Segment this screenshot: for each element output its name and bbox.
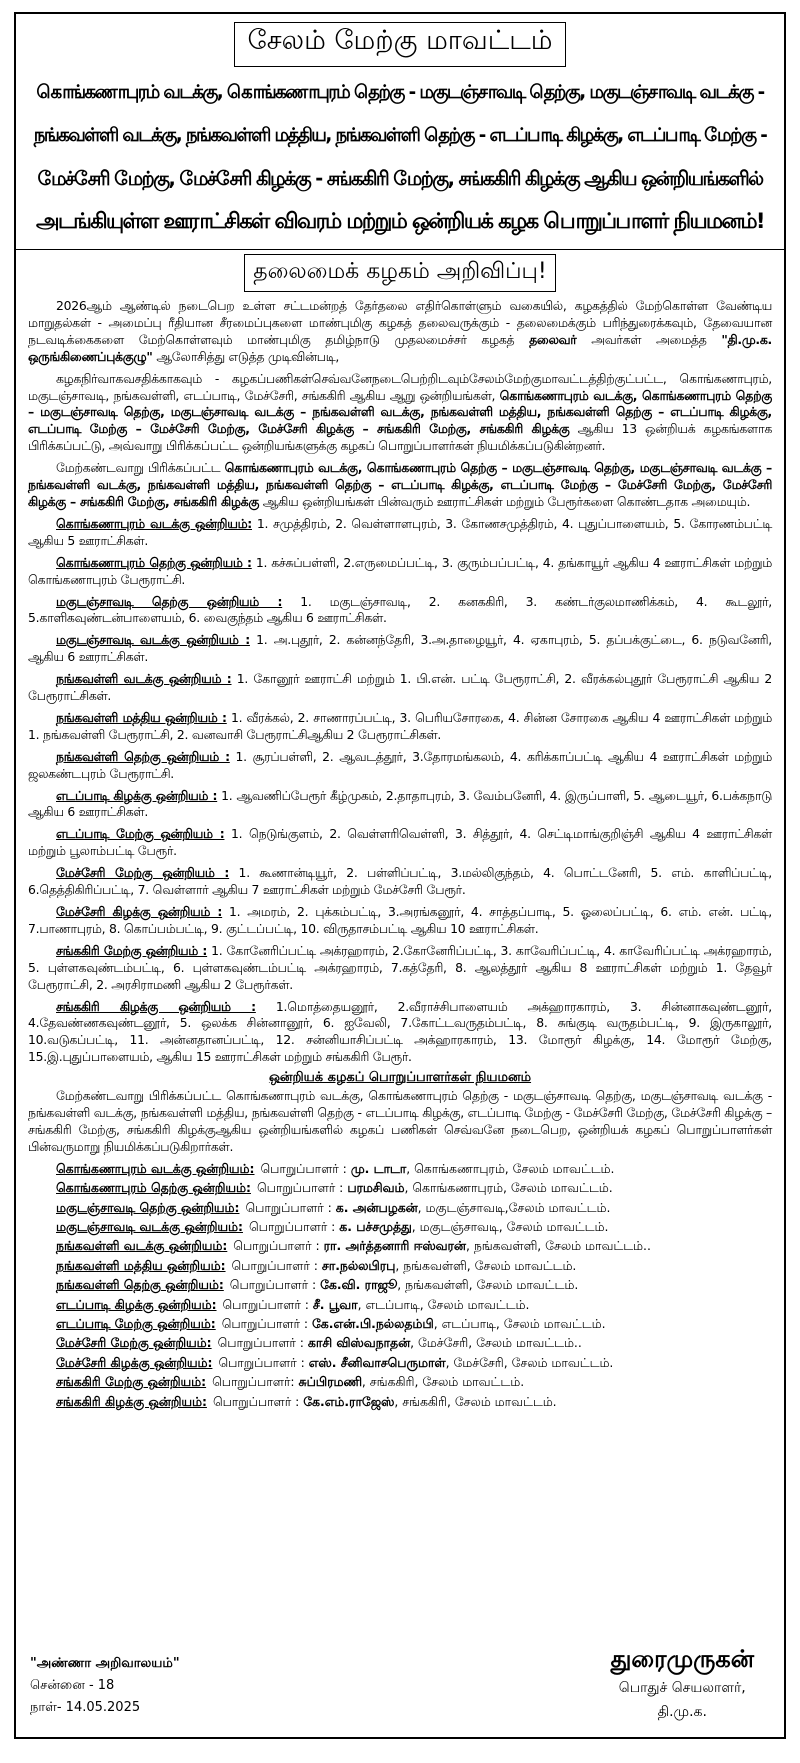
- appointee-place: , சங்ககிரி, சேலம் மாவட்டம்.: [361, 1374, 525, 1390]
- appointment-role: பொறுப்பாளர் :: [256, 1180, 348, 1196]
- appointee-name: மு. டாடா: [350, 1160, 407, 1176]
- party-name: தி.மு.க.: [657, 1704, 707, 1720]
- union-entry: [28, 826, 772, 860]
- union-villages: 1. கூணான்டியூர், 2. பள்ளிப்பட்டி, 3.மல்லிகுந்தம், 4. பொட்டனேரி, 5. எம். காளிப்பட்டி, 6.தெத்திகிரிப்பட்டி, 7. வெள்ளார் ஆகிய 7 ஊராட்சிகள் மற்றும் மேச்சேரி பேரூர்.: [28, 865, 772, 898]
- appointee-name: எஸ். சீனிவாசபெருமாள்: [308, 1354, 446, 1370]
- appointment-union: மேச்சேரி மேற்கு ஒன்றியம்:: [56, 1335, 212, 1351]
- intro-paragraph: [28, 298, 772, 366]
- appointment-row: [28, 1217, 772, 1236]
- appointment-row: [28, 1295, 772, 1314]
- union-label: நங்கவள்ளி தெற்கு ஒன்றியம் :: [56, 748, 230, 764]
- appointment-row: [28, 1353, 772, 1372]
- appointment-role: பொறுப்பாளர் :: [245, 1199, 336, 1215]
- appointment-row: [28, 1392, 772, 1411]
- composition-unions: கொங்கணாபுரம் வடக்கு, கொங்கணாபுரம் தெற்கு – மகுடஞ்சாவடி தெற்கு, மகுடஞ்சாவடி வடக்கு – நங்கவள்ளி வடக்கு, நங்கவள்ளி மத்திய, நங்கவள்ளி தெற்கு – எடப்பாடி கிழக்கு, எடப்பாடி மேற்கு – மேச்சேரி மேற்கு, மேச்சேரி கிழக்கு – சங்ககிரி மேற்கு, சங்ககிரி கிழக்கு: [28, 460, 772, 509]
- union-entry: [28, 671, 772, 705]
- union-entry: [28, 749, 772, 783]
- union-entry: [28, 516, 772, 550]
- appointment-role: பொறுப்பாளர் :: [222, 1296, 313, 1312]
- appointment-role: பொறுப்பாளர் :: [231, 1257, 322, 1273]
- appointment-union: கொங்கணாபுரம் வடக்கு ஒன்றியம்:: [56, 1160, 255, 1176]
- union-label: மகுடஞ்சாவடி தெற்கு ஒன்றியம் :: [56, 593, 283, 609]
- appointment-union: நங்கவள்ளி வடக்கு ஒன்றியம்:: [56, 1238, 228, 1254]
- appointee-name: சுப்பிரமணி: [298, 1374, 362, 1390]
- signatory-name: துரைமுருகன்: [610, 1645, 754, 1673]
- appointment-role: பொறுப்பாளர்:: [212, 1374, 299, 1390]
- appointment-union: மேச்சேரி கிழக்கு ஒன்றியம்:: [56, 1354, 213, 1370]
- union-villages: 1. சமுத்திரம், 2. வெள்ளாளபுரம், 3. கோணசமுத்திரம், 4. புதுப்பாளையம், 5. கோரணம்பட்டி ஆகிய 5 ஊராட்சிகள்.: [28, 515, 772, 548]
- appointee-name: சீ. பூவா: [312, 1296, 358, 1312]
- division-text: ஆகிய 13 ஒன்றியக் கழகங்களாக பிரிக்கப்பட்டு, அவ்வாறு பிரிக்கப்பட்ட ஒன்றியங்களுக்கு கழகப் பொறுப்பாளர்கள் நியமிக்கப்படுகின்றனர்.: [28, 421, 772, 454]
- date: நாள்- 14.05.2025: [30, 1700, 141, 1715]
- division-paragraph: [28, 371, 772, 456]
- appointee-place: , நங்கவள்ளி, சேலம் மாவட்டம்.: [397, 1277, 579, 1293]
- headline-line: நங்கவள்ளி வடக்கு, நங்கவள்ளி மத்திய, நங்கவள்ளி தெற்கு - எடப்பாடி கிழக்கு, எடப்பாடி மேற்கு -: [33, 125, 767, 146]
- footer-address: [30, 1653, 180, 1719]
- union-label: கொங்கணாபுரம் வடக்கு ஒன்றியம்:: [56, 515, 252, 531]
- union-entry: [28, 555, 772, 589]
- appointee-place: , சங்ககிரி, சேலம் மாவட்டம்.: [394, 1393, 557, 1409]
- appointee-name: கே.வி. ராஜூ: [320, 1277, 398, 1293]
- appointee-place: , மேச்சேரி, சேலம் மாவட்டம்.: [445, 1354, 614, 1370]
- appointee-place: , எடப்பாடி, சேலம் மாவட்டம்.: [357, 1296, 530, 1312]
- appointee-name: காசி விஸ்வநாதன்: [307, 1335, 411, 1351]
- appointment-row: [28, 1275, 772, 1294]
- intro-bold: தலைவர்: [529, 331, 577, 347]
- appointee-name: சா.நல்லபிரபு: [321, 1257, 396, 1273]
- appointee-name: கே.என்.பி.நல்லதம்பி: [312, 1316, 434, 1332]
- composition-paragraph: [28, 460, 772, 511]
- intro-text: அவர்கள் அமைத்த: [576, 331, 722, 347]
- committee-name: "தி.மு.க. ஒருங்கிணைப்புக்குழு": [28, 331, 772, 364]
- union-label: மகுடஞ்சாவடி வடக்கு ஒன்றியம் :: [56, 632, 250, 648]
- headline-line: கொங்கணாபுரம் வடக்கு, கொங்கணாபுரம் தெற்கு - மகுடஞ்சாவடி தெற்கு, மகுடஞ்சாவடி வடக்கு -: [36, 82, 764, 103]
- divider: [16, 249, 784, 250]
- appointment-role: பொறுப்பாளர் :: [221, 1316, 313, 1332]
- appointee-name: ரா. அர்த்தனாரி ஈஸ்வரன்: [323, 1238, 466, 1254]
- union-entry: [28, 999, 772, 1067]
- appointee-place: , மகுடஞ்சாவடி,சேலம் மாவட்டம்.: [417, 1199, 611, 1215]
- headline: [28, 71, 772, 243]
- appointment-role: பொறுப்பாளர் :: [218, 1354, 309, 1370]
- office-name: "அண்ணா அறிவாலயம்": [30, 1656, 180, 1671]
- appointment-row: [28, 1159, 772, 1178]
- appointment-role: பொறுப்பாளர் :: [212, 1393, 304, 1409]
- division-unions: கொங்கணாபுரம் வடக்கு, கொங்கணாபுரம் தெற்கு – மகுடஞ்சாவடி தெற்கு, மகுடஞ்சாவடி வடக்கு – நங்கவள்ளி வடக்கு, நங்கவள்ளி மத்திய, நங்கவள்ளி தெற்கு – எடப்பாடி கிழக்கு, எடப்பாடி மேற்கு – மேச்சேரி மேற்கு, மேச்சேரி கிழக்கு – சங்ககிரி மேற்கு, சங்ககிரி கிழக்கு: [28, 387, 772, 437]
- appointee-name: க. அன்பழகன்: [335, 1199, 418, 1215]
- appointment-row: [28, 1198, 772, 1217]
- notice-title: தலைமைக் கழகம் அறிவிப்பு!: [244, 254, 556, 292]
- union-villages: 1. கோனூர் ஊராட்சி மற்றும் 1. பி.என். பட்டி பேரூராட்சி, 2. வீரக்கல்புதூர் பேரூராட்சி ஆகிய 2 பேரூராட்சிகள்.: [28, 671, 772, 704]
- union-label: நங்கவள்ளி வடக்கு ஒன்றியம் :: [56, 671, 232, 687]
- union-villages: 1. மகுடஞ்சாவடி, 2. கனககிரி, 3. கண்டர்குலமாணிக்கம், 4. கூடலூர், 5.காளிகவுண்டன்பாளையம், 6. வைகுந்தம் ஆகிய 6 ஊராட்சிகள்.: [28, 593, 772, 626]
- union-label: கொங்கணாபுரம் தெற்கு ஒன்றியம் :: [56, 554, 252, 570]
- footer: [28, 1641, 772, 1731]
- appointee-name: கே.எம்.ராஜேஸ்: [303, 1393, 395, 1409]
- union-villages: 1. கோனேரிப்பட்டி அக்ரஹாரம், 2.கோனேரிப்பட்டி, 3. காவேரிப்பட்டி, 4. காவேரிப்பட்டி அக்ரஹாரம், 5. புள்ளகவுண்டம்பட்டி, 6. புள்ளகவுண்டம்பட்டி அக்ரஹாரம், 7.கத்தேரி, 8. ஆலத்தூர் ஆகிய 8 ஊராட்சிகள் மற்றும் 1. தேவூர் பேரூராட்சி, 2. அரசிராமணி ஆகிய 2 பேரூர்கள்.: [28, 942, 772, 992]
- appointee-name: க. பச்சமுத்து: [339, 1219, 412, 1234]
- appointment-role: பொறுப்பாளர் :: [233, 1238, 324, 1254]
- appointment-union: எடப்பாடி கிழக்கு ஒன்றியம்:: [56, 1296, 217, 1312]
- appointment-union: மகுடஞ்சாவடி வடக்கு ஒன்றியம்:: [56, 1219, 243, 1234]
- appointment-row: [28, 1236, 772, 1255]
- designation: பொதுச் செயலாளர்,: [618, 1680, 746, 1696]
- union-villages: 1. ஆவணிப்பேரூர் கீழ்முகம், 2.தாதாபுரம், 3. வேம்பனேரி, 4. இருப்பாளி, 5. ஆடையூர், 6.பக்கநாடு ஆகிய 6 ஊராட்சிகள்.: [28, 787, 772, 820]
- union-entry: [28, 594, 772, 628]
- headline-line: மேச்சேரி மேற்கு, மேச்சேரி கிழக்கு - சங்ககிரி மேற்கு, சங்ககிரி கிழக்கு ஆகிய ஒன்றியங்களில்: [37, 167, 763, 190]
- union-label: நங்கவள்ளி மத்திய ஒன்றியம் :: [56, 709, 227, 725]
- appointment-row: [28, 1333, 772, 1352]
- union-label: சங்ககிரி மேற்கு ஒன்றியம் :: [56, 942, 208, 958]
- appointee-place: , கொங்கணாபுரம், சேலம் மாவட்டம்.: [406, 1160, 615, 1176]
- union-label: மேச்சேரி கிழக்கு ஒன்றியம் :: [56, 904, 223, 919]
- appointment-role: பொறுப்பாளர் :: [217, 1335, 308, 1351]
- district-title: சேலம் மேற்கு மாவட்டம்: [234, 22, 566, 67]
- appointee-place: , மேச்சேரி, சேலம் மாவட்டம்..: [410, 1335, 582, 1351]
- appointee-place: , நங்கவள்ளி, சேலம் மாவட்டம்.: [395, 1257, 577, 1273]
- union-villages: 1. கச்சுப்பள்ளி, 2.எருமைப்பட்டி, 3. குரும்பப்பட்டி, 4. தங்காயூர் ஆகிய 4 ஊராட்சிகள் மற்றும் கொங்கணாபுரம் பேரூராட்சி.: [28, 554, 772, 587]
- appointment-union: சங்ககிரி கிழக்கு ஒன்றியம்:: [56, 1393, 207, 1409]
- union-entry: [28, 788, 772, 822]
- notice-page: [14, 12, 786, 1739]
- appointee-place: , எடப்பாடி, சேலம் மாவட்டம்.: [433, 1316, 606, 1332]
- union-villages: 1. நெடுங்குளம், 2. வெள்ளரிவெள்ளி, 3. சித்தூர், 4. செட்டிமாங்குறிஞ்சி ஆகிய 4 ஊராட்சிகள் மற்றும் பூலாம்பட்டி பேரூர்.: [28, 826, 772, 859]
- composition-text: மேற்கண்டவாறு பிரிக்கப்பட்ட: [56, 460, 225, 476]
- union-entry: [28, 632, 772, 666]
- appointment-role: பொறுப்பாளர் :: [260, 1160, 351, 1176]
- appointment-row: [28, 1372, 772, 1391]
- appointment-paragraph: மேற்கண்டவாறு பிரிக்கப்பட்ட கொங்கணாபுரம் வடக்கு, கொங்கணாபுரம் தெற்கு - மகுடஞ்சாவடி தெற்கு, மகுடஞ்சாவடி வடக்கு - நங்கவள்ளி வடக்கு, நங்கவள்ளி மத்திய, நங்கவள்ளி தெற்கு - எடப்பாடி கிழக்கு, எடப்பாடி மேற்கு - மேச்சேரி மேற்கு, மேச்சேரி கிழக்கு – சங்ககிரி மேற்கு, சங்ககிரி கிழக்குஆகிய ஒன்றியங்களில் கழகப் பணிகள் செவ்வனே நடைபெற, ஒன்றியக் கழகப் பொறுப்பாளர்கள் பின்வருமாறு நியமிக்கப்படுகிறார்கள்.: [28, 1088, 772, 1154]
- union-villages: 1. அ.புதூர், 2. கன்னந்தேரி, 3.அ.தாழையூர், 4. ஏகாபுரம், 5. தப்பக்குட்டை, 6. நடுவனேரி, ஆகிய 6 ஊராட்சிகள்.: [28, 632, 772, 665]
- union-villages: 1.மொத்தையனூர், 2.வீராச்சிபாளையம் அக்ஹாரகாரம், 3. சின்னாகவுண்டனூர், 4.தேவண்ணகவுண்டனூர், 5. ஒலக்க சின்னானூர், 6. ஐவேலி, 7.கோட்டவருதம்பட்டி, 8. சுங்குடி வருதம்பட்டி, 9. இருகாலூர், 10.வடுகப்பட்டி, 11. அன்னதானப்பட்டி, 12. சன்னியாசிப்பட்டி அக்ஹாரகாரம், 13. மோரூர் கிழக்கு, 14. மோரூர் மேற்கு, 15.இ.புதுப்பாளையம், ஆகிய 15 ஊராட்சிகள் மற்றும் சங்ககிரி பேரூர்.: [28, 998, 772, 1065]
- appointment-list: [28, 1159, 772, 1411]
- city: சென்னை - 18: [30, 1678, 115, 1693]
- union-list: [28, 516, 772, 1066]
- union-label: மேச்சேரி மேற்கு ஒன்றியம் :: [56, 865, 230, 881]
- union-entry: [28, 943, 772, 994]
- appointment-row: [28, 1178, 772, 1197]
- appointee-place: , நங்கவள்ளி, சேலம் மாவட்டம்..: [465, 1238, 651, 1254]
- union-villages: 1. சூரப்பள்ளி, 2. ஆவடத்தூர், 3.தோரமங்கலம், 4. கரிக்காப்பட்டி ஆகிய 4 ஊராட்சிகள் மற்றும் ஜலகண்டபுரம் பேரூராட்சி.: [28, 748, 772, 781]
- appointee-place: , மகுடஞ்சாவடி, சேலம் மாவட்டம்.: [411, 1219, 609, 1234]
- union-entry: [28, 710, 772, 744]
- intro-text: ஆலோசித்து எடுத்த முடிவின்படி,: [152, 348, 340, 364]
- headline-line: அடங்கியுள்ள ஊராட்சிகள் விவரம் மற்றும் ஒன்றியக் கழக பொறுப்பாளர் நியமனம்!: [35, 209, 765, 234]
- appointment-union: மகுடஞ்சாவடி தெற்கு ஒன்றியம்:: [56, 1199, 240, 1215]
- composition-text: ஆகிய ஒன்றியங்கள் பின்வரும் ஊராட்சிகள் மற்றும் பேரூர்களை கொண்டதாக அமையும்.: [259, 493, 751, 509]
- union-entry: [28, 865, 772, 899]
- union-label: எடப்பாடி மேற்கு ஒன்றியம் :: [56, 826, 225, 842]
- appointment-union: கொங்கணாபுரம் தெற்கு ஒன்றியம்:: [56, 1180, 251, 1196]
- appointment-role: பொறுப்பாளர் :: [248, 1219, 340, 1234]
- appointment-union: நங்கவள்ளி தெற்கு ஒன்றியம்:: [56, 1277, 224, 1293]
- appointment-row: [28, 1314, 772, 1333]
- appointment-union: நங்கவள்ளி மத்திய ஒன்றியம்:: [56, 1257, 226, 1273]
- appointment-union: சங்ககிரி மேற்கு ஒன்றியம்:: [56, 1374, 207, 1390]
- appointment-row: [28, 1256, 772, 1275]
- appointment-title: ஒன்றியக் கழகப் பொறுப்பாளர்கள் நியமனம்: [268, 1070, 532, 1086]
- appointment-role: பொறுப்பாளர் :: [229, 1277, 321, 1293]
- union-label: சங்ககிரி கிழக்கு ஒன்றியம் :: [56, 998, 256, 1014]
- appointee-name: பரமசிவம்: [347, 1180, 405, 1196]
- division-text: கழகநிர்வாகவசதிக்காகவும் - கழகப்பணிகள்செவ்வனேநடைபெற்றிடவும்சேலம்மேற்குமாவட்டத்திற்குட்பட்ட, கொங்கணாபுரம், மகுடஞ்சாவடி, நங்கவள்ளி, எடப்பாடி, மேச்சேரி, சங்ககிரி ஆகிய ஆறு ஒன்றியங்கள்,: [28, 370, 772, 403]
- appointee-place: , கொங்கணாபுரம், சேலம் மாவட்டம்.: [404, 1180, 613, 1196]
- signature-block: [611, 1645, 754, 1724]
- intro-text: 2026ஆம் ஆண்டில் நடைபெற உள்ள சட்டமன்றத் தேர்தலை எதிர்கொள்ளும் வகையில், கழகத்தில் மேற்கொள்ள வேண்டிய மாறுதல்கள் - அமைப்பு ரீதியான சீரமைப்புகளை மாண்புமிகு கழகத் தலைவருக்கும் - தலைமைக்கும் பரிந்துரைக்கவும், தேவையான நடவடிக்கைகளை மேற்கொள்ளவும் மாண்புமிகு தமிழ்நாடு முதலமைச்சர் கழகத்: [28, 298, 772, 347]
- union-entry: [28, 904, 772, 938]
- union-label: எடப்பாடி கிழக்கு ஒன்றியம் :: [56, 787, 218, 803]
- union-villages: 1. வீரக்கல், 2. சாணாரப்பட்டி, 3. பெரியசோரகை, 4. சின்ன சோரகை ஆகிய 4 ஊராட்சிகள் மற்றும் 1. நங்கவள்ளி பேரூராட்சி, 2. வனவாசி பேரூராட்சிஆகிய 2 பேரூராட்சிகள்.: [28, 709, 772, 742]
- union-villages: 1. அமரம், 2. புக்கம்பட்டி, 3.அரங்கனூர், 4. சாத்தப்பாடி, 5. ஓலைப்பட்டி, 6. எம். என். பட்டி, 7.பாணாபுரம், 8. கொப்பம்பட்டி, 9. குட்டப்பட்டி, 10. விருதாசம்பட்டி ஆகிய 10 ஊராட்சிகள்.: [28, 904, 772, 936]
- appointment-union: எடப்பாடி மேற்கு ஒன்றியம்:: [56, 1316, 216, 1332]
